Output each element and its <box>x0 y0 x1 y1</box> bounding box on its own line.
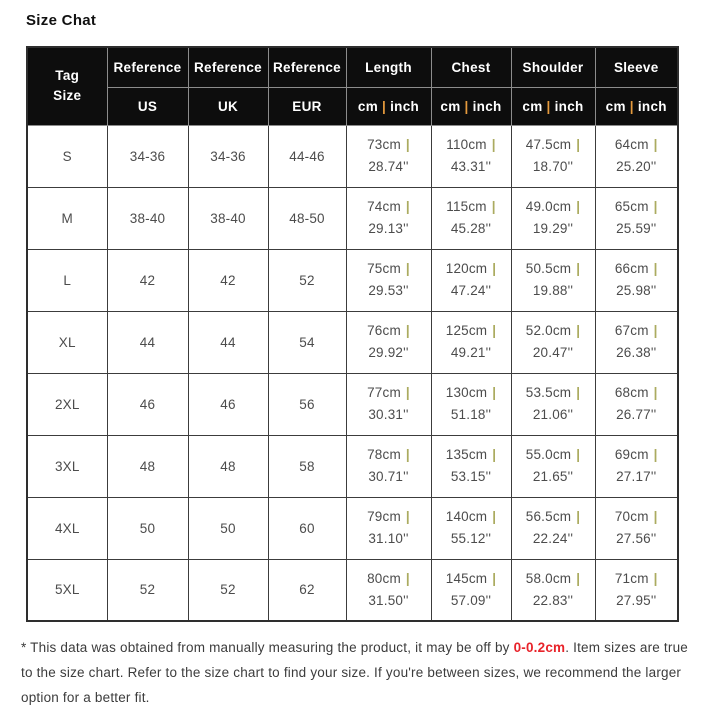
shoulder-inch-value: 19.88'' <box>532 283 574 298</box>
shoulder-cm-value: 52.0cm <box>525 323 572 339</box>
length-cm-value: 79cm <box>367 509 401 525</box>
sleeve-cell <box>595 497 678 559</box>
length-cell <box>346 311 431 373</box>
footnote <box>21 636 691 711</box>
length-cell <box>346 435 431 497</box>
size-row <box>27 187 678 249</box>
chest-cm-value: 135cm <box>445 447 488 463</box>
shoulder-cm-value: 56.5cm <box>525 509 572 525</box>
chest-cell <box>431 497 511 559</box>
unit-cm-label: cm <box>522 98 543 114</box>
unit-separator-icon: | <box>382 98 387 114</box>
tag-size-cell: 4XL <box>27 497 107 559</box>
sleeve-cm-value: 70cm <box>614 509 649 525</box>
shoulder-cell <box>511 187 595 249</box>
us-size-cell: 42 <box>107 249 188 311</box>
eur-size-cell: 48-50 <box>268 187 346 249</box>
tag-size-cell: 3XL <box>27 435 107 497</box>
size-row <box>27 249 678 311</box>
value-separator-icon: | <box>405 447 410 463</box>
shoulder-inch-value: 20.47'' <box>532 345 574 360</box>
shoulder-inch-value: 22.24'' <box>532 531 574 546</box>
uk-size-cell: 38-40 <box>188 187 268 249</box>
tag-size-cell: XL <box>27 311 107 373</box>
sleeve-cell <box>595 249 678 311</box>
chest-inch-value: 57.09'' <box>450 592 492 608</box>
shoulder-cell <box>511 249 595 311</box>
shoulder-inch-value: 22.83'' <box>532 592 574 608</box>
eur-size-cell: 56 <box>268 373 346 435</box>
length-cm-value: 80cm <box>367 570 401 586</box>
unit-separator-icon: | <box>546 98 551 114</box>
shoulder-inch-value: 21.06'' <box>532 407 574 422</box>
length-cm-value: 77cm <box>367 385 401 401</box>
value-separator-icon: | <box>653 261 658 277</box>
value-separator-icon: | <box>405 137 410 153</box>
chest-cm-value: 140cm <box>445 509 488 525</box>
header-reference-3: Reference <box>268 47 346 87</box>
chest-inch-value: 49.21'' <box>450 345 492 360</box>
unit-cm-label: cm <box>605 98 626 114</box>
chest-cell <box>431 435 511 497</box>
sleeve-cm-value: 67cm <box>614 323 649 339</box>
value-separator-icon: | <box>576 447 581 463</box>
shoulder-cm-value: 58.0cm <box>525 570 572 586</box>
us-size-cell: 44 <box>107 311 188 373</box>
chest-cm-value: 130cm <box>445 385 488 401</box>
chest-cm-value: 145cm <box>445 570 488 586</box>
value-separator-icon: | <box>492 570 497 586</box>
size-row <box>27 373 678 435</box>
size-row <box>27 311 678 373</box>
length-inch-value: 29.92'' <box>368 345 409 360</box>
sleeve-cell <box>595 435 678 497</box>
value-separator-icon: | <box>405 509 410 525</box>
value-separator-icon: | <box>653 570 658 586</box>
sleeve-cm-value: 64cm <box>614 137 649 153</box>
chest-inch-value: 53.15'' <box>450 469 492 484</box>
footnote-text-end: . Item sizes are true to the size chart. Refer to the size chart to find your size. If you're between sizes, we recommend the larger option for a better fit. <box>21 640 688 705</box>
chest-cm-value: 110cm <box>446 137 487 153</box>
header-shoulder: Shoulder <box>511 47 595 87</box>
chest-cell <box>431 125 511 187</box>
shoulder-cell <box>511 311 595 373</box>
header-sleeve: Sleeve <box>595 47 678 87</box>
sleeve-cm-value: 65cm <box>614 199 649 215</box>
chest-cm-value: 120cm <box>445 261 488 277</box>
shoulder-cm-value: 50.5cm <box>525 261 572 277</box>
tag-label-line1: Tag <box>55 68 80 83</box>
shoulder-inch-value: 18.70'' <box>532 159 574 174</box>
length-inch-value: 31.10'' <box>368 531 409 546</box>
unit-cm-label: cm <box>357 98 379 114</box>
length-cell <box>346 249 431 311</box>
value-separator-icon: | <box>405 570 410 586</box>
length-cell <box>346 373 431 435</box>
shoulder-cell <box>511 125 595 187</box>
eur-size-cell: 58 <box>268 435 346 497</box>
header-chest-units <box>431 87 511 125</box>
shoulder-cm-value: 53.5cm <box>525 385 572 401</box>
size-row <box>27 125 678 187</box>
sleeve-inch-value: 25.98'' <box>616 283 657 298</box>
sleeve-cm-value: 66cm <box>614 261 649 277</box>
eur-size-cell: 44-46 <box>268 125 346 187</box>
length-cm-value: 76cm <box>367 323 401 339</box>
length-inch-value: 30.71'' <box>368 469 409 484</box>
table-header <box>27 47 678 125</box>
length-inch-value: 30.31'' <box>368 407 409 422</box>
uk-size-cell: 42 <box>188 249 268 311</box>
unit-separator-icon: | <box>629 98 634 114</box>
header-reference-1: Reference <box>107 47 188 87</box>
sleeve-cell <box>595 311 678 373</box>
length-inch-value: 29.53'' <box>368 283 409 298</box>
shoulder-cm-value: 49.0cm <box>525 199 572 215</box>
uk-size-cell: 34-36 <box>188 125 268 187</box>
length-inch-value: 29.13'' <box>368 221 409 236</box>
value-separator-icon: | <box>653 447 658 463</box>
value-separator-icon: | <box>405 261 410 277</box>
chest-cell <box>431 187 511 249</box>
tag-size-cell: L <box>27 249 107 311</box>
size-row <box>27 497 678 559</box>
shoulder-cell <box>511 435 595 497</box>
sleeve-cell <box>595 187 678 249</box>
value-separator-icon: | <box>576 137 581 153</box>
table-body <box>27 125 678 621</box>
value-separator-icon: | <box>491 137 496 153</box>
chest-inch-value: 55.12'' <box>450 531 492 546</box>
shoulder-cell <box>511 559 595 621</box>
tag-size-cell: M <box>27 187 107 249</box>
sleeve-cell <box>595 373 678 435</box>
chest-cell <box>431 559 511 621</box>
chest-inch-value: 43.31'' <box>450 159 492 174</box>
shoulder-cm-value: 47.5cm <box>525 137 572 153</box>
value-separator-icon: | <box>653 199 658 215</box>
value-separator-icon: | <box>405 199 410 215</box>
header-reference-2: Reference <box>188 47 268 87</box>
eur-size-cell: 62 <box>268 559 346 621</box>
uk-size-cell: 46 <box>188 373 268 435</box>
tag-size-cell: 2XL <box>27 373 107 435</box>
sleeve-inch-value: 27.95'' <box>616 592 657 608</box>
value-separator-icon: | <box>491 199 496 215</box>
value-separator-icon: | <box>492 509 497 525</box>
chest-cell <box>431 249 511 311</box>
value-separator-icon: | <box>653 137 658 153</box>
length-cell <box>346 187 431 249</box>
value-separator-icon: | <box>492 261 497 277</box>
length-cell <box>346 559 431 621</box>
tag-size-cell: S <box>27 125 107 187</box>
chest-cell <box>431 311 511 373</box>
chest-cm-value: 125cm <box>445 323 488 339</box>
value-separator-icon: | <box>576 570 581 586</box>
header-chest: Chest <box>431 47 511 87</box>
uk-size-cell: 50 <box>188 497 268 559</box>
eur-size-cell: 54 <box>268 311 346 373</box>
value-separator-icon: | <box>653 509 658 525</box>
eur-size-cell: 52 <box>268 249 346 311</box>
header-tag-size <box>27 47 107 125</box>
us-size-cell: 46 <box>107 373 188 435</box>
tolerance-value: 0-0.2cm <box>513 640 566 655</box>
us-size-cell: 38-40 <box>107 187 188 249</box>
uk-size-cell: 48 <box>188 435 268 497</box>
sleeve-cell <box>595 559 678 621</box>
us-size-cell: 50 <box>107 497 188 559</box>
sleeve-cm-value: 71cm <box>614 570 649 586</box>
us-size-cell: 48 <box>107 435 188 497</box>
unit-cm-label: cm <box>440 98 461 114</box>
unit-inch-label: inch <box>390 98 420 114</box>
value-separator-icon: | <box>576 509 581 525</box>
size-chart-table <box>26 46 679 622</box>
chest-inch-value: 51.18'' <box>450 407 492 422</box>
length-cm-value: 74cm <box>367 199 401 215</box>
chest-cm-value: 115cm <box>446 199 487 215</box>
length-cm-value: 73cm <box>367 137 401 153</box>
footnote-text-start: * This data was obtained from manually measuring the product, it may be off by <box>21 640 514 655</box>
sleeve-cm-value: 69cm <box>614 447 649 463</box>
uk-size-cell: 44 <box>188 311 268 373</box>
chest-inch-value: 47.24'' <box>450 283 492 298</box>
sleeve-cell <box>595 125 678 187</box>
chest-cell <box>431 373 511 435</box>
size-row <box>27 559 678 621</box>
length-inch-value: 28.74'' <box>368 159 409 174</box>
shoulder-cell <box>511 373 595 435</box>
header-shoulder-units <box>511 87 595 125</box>
length-cm-value: 75cm <box>367 261 401 277</box>
value-separator-icon: | <box>576 199 581 215</box>
header-uk: UK <box>188 87 268 125</box>
value-separator-icon: | <box>492 323 497 339</box>
value-separator-icon: | <box>576 261 581 277</box>
eur-size-cell: 60 <box>268 497 346 559</box>
value-separator-icon: | <box>576 323 581 339</box>
unit-inch-label: inch <box>554 98 584 114</box>
length-cm-value: 78cm <box>367 447 401 463</box>
sleeve-inch-value: 26.38'' <box>616 345 657 360</box>
us-size-cell: 52 <box>107 559 188 621</box>
value-separator-icon: | <box>492 385 497 401</box>
sleeve-inch-value: 26.77'' <box>616 407 657 422</box>
us-size-cell: 34-36 <box>107 125 188 187</box>
unit-separator-icon: | <box>464 98 469 114</box>
unit-inch-label: inch <box>637 98 667 114</box>
uk-size-cell: 52 <box>188 559 268 621</box>
chest-inch-value: 45.28'' <box>450 221 492 236</box>
length-cell <box>346 125 431 187</box>
header-length: Length <box>346 47 431 87</box>
sleeve-inch-value: 27.17'' <box>616 469 657 484</box>
length-cell <box>346 497 431 559</box>
value-separator-icon: | <box>405 323 410 339</box>
page-title: Size Chat <box>26 12 97 29</box>
value-separator-icon: | <box>405 385 410 401</box>
header-eur: EUR <box>268 87 346 125</box>
sleeve-cm-value: 68cm <box>614 385 649 401</box>
shoulder-inch-value: 21.65'' <box>532 469 574 484</box>
sleeve-inch-value: 27.56'' <box>616 531 657 546</box>
shoulder-cm-value: 55.0cm <box>525 447 572 463</box>
value-separator-icon: | <box>492 447 497 463</box>
size-row <box>27 435 678 497</box>
value-separator-icon: | <box>653 323 658 339</box>
tag-label-line2: Size <box>53 88 82 104</box>
shoulder-inch-value: 19.29'' <box>532 221 574 236</box>
header-length-units <box>346 87 431 125</box>
value-separator-icon: | <box>653 385 658 401</box>
shoulder-cell <box>511 497 595 559</box>
value-separator-icon: | <box>576 385 581 401</box>
sleeve-inch-value: 25.20'' <box>616 159 657 174</box>
length-inch-value: 31.50'' <box>368 592 409 608</box>
sleeve-inch-value: 25.59'' <box>616 221 657 236</box>
unit-inch-label: inch <box>472 98 502 114</box>
header-sleeve-units <box>595 87 678 125</box>
tag-size-cell: 5XL <box>27 559 107 621</box>
header-us: US <box>107 87 188 125</box>
